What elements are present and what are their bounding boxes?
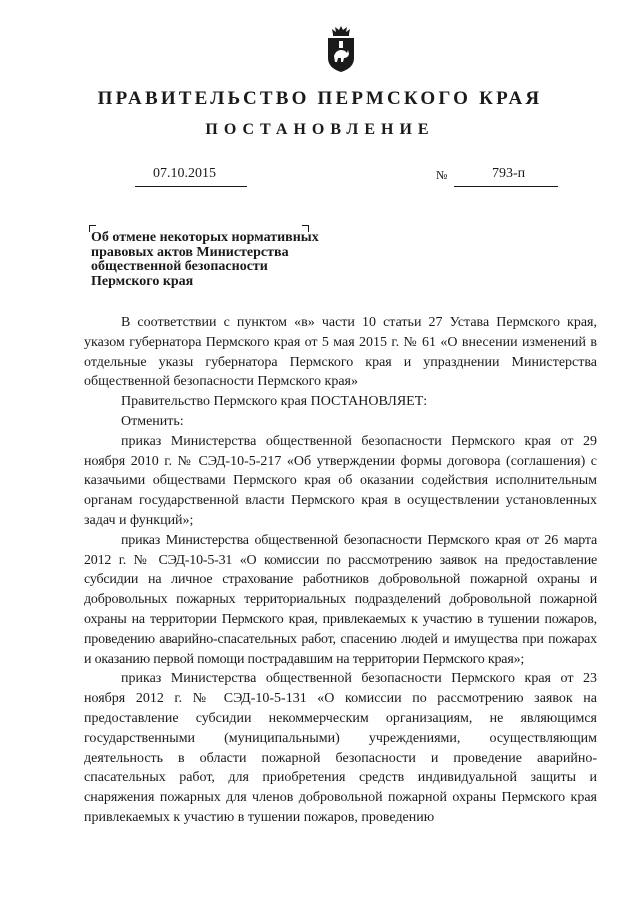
document-subject	[91, 231, 341, 289]
subject-line: Об отмене некоторых нормативных	[91, 230, 319, 245]
date-field	[135, 166, 247, 187]
number-sign: №	[436, 168, 448, 182]
document-date: 07.10.2015	[153, 166, 216, 181]
document-body	[84, 313, 597, 828]
subject-line: Пермского края	[91, 273, 194, 289]
body-paragraph: Отменить:	[121, 413, 184, 429]
government-title: ПРАВИТЕЛЬСТВО ПЕРМСКОГО КРАЯ	[97, 88, 543, 109]
body-paragraph: Правительство Пермского края ПОСТАНОВЛЯЕТ:	[121, 394, 428, 410]
body-paragraph: приказ Министерства общественной безопасности Пермского края от 29 ноября 2010 г. № СЭД-10-5-217 «Об утверждении формы договора (соглашения) с казачьими обществами Пермского края об оказании содействия исполнительным органам государственной власти Пермского края в осуществлении установленных задач и функций»;	[84, 433, 597, 528]
number-field	[454, 166, 558, 187]
subject-line: правовых актов Министерства	[91, 244, 289, 260]
subject-line: общественной безопасности	[91, 259, 268, 275]
coat-of-arms-icon	[326, 26, 356, 72]
body-paragraph: приказ Министерства общественной безопасности Пермского края от 26 марта 2012 г. № СЭД-10-5-31 «О комиссии по рассмотрению заявок на предоставление субсидии на личное страхование работников добровольной пожарной охраны и добровольных пожарных территориальных подразделений добровольной пожарной охраны на территории Пермского края, привлекаемых к участию в тушении пожаров, проведению аварийно-спасательных работ, спасению людей и имущества при пожарах и оказанию первой помощи пострадавшим на территории Пермского края»;	[84, 532, 597, 667]
document-number: 793-п	[492, 166, 526, 181]
document-type: ПОСТАНОВЛЕНИЕ	[205, 121, 435, 138]
body-paragraph: приказ Министерства общественной безопасности Пермского края от 23 ноября 2012 г. № СЭД-10-5-131 «О комиссии по рассмотрению заявок на предоставление субсидии некоммерческим организациям, не являющимся государственными (муниципальными) учреждениями, осуществляющим деятельность в области пожарной безопасности и проведение аварийно-спасательных работ, для приобретения средств индивидуальной защиты и снаряжения пожарных для членов добровольной пожарной охраны Пермского края привлекаемых к участию в тушении пожаров, проведению	[84, 671, 597, 825]
body-paragraph: В соответствии с пунктом «в» части 10 статьи 27 Устава Пермского края, указом губернатора Пермского края от 5 мая 2015 г. № 61 «О внесении изменений в отдельные указы губернатора Пермского края и упразднении Министерства общественной безопасности Пермского края»	[84, 315, 597, 390]
